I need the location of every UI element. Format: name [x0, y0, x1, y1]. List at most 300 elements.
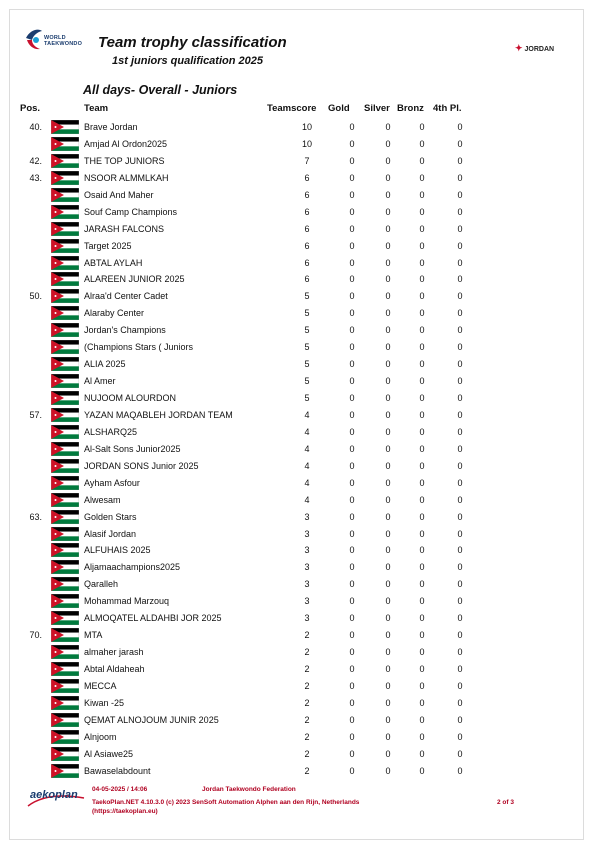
silver-cell: 0: [385, 223, 391, 234]
silver-cell: 0: [385, 122, 391, 132]
taekoplan-swoosh-icon: [26, 782, 86, 810]
gold-cell: 0: [349, 511, 355, 522]
silver-cell: 0: [385, 172, 391, 183]
fourth-place-cell: 0: [457, 257, 463, 268]
team-name-cell: Kiwan -25: [84, 697, 125, 708]
team-name-cell: ABTAL AYLAH: [84, 257, 143, 268]
gold-cell: 0: [349, 155, 355, 166]
jordan-flag-icon: [51, 408, 79, 422]
jordan-flag-icon: [51, 459, 79, 473]
team-score-cell: 5: [304, 325, 310, 336]
jordan-flag-icon: [51, 256, 79, 270]
silver-cell: 0: [385, 596, 391, 607]
jordan-flag-icon: [51, 391, 79, 405]
silver-cell: 0: [385, 274, 391, 285]
gold-cell: 0: [349, 393, 355, 403]
silver-cell: 0: [385, 630, 391, 641]
table-row: [10, 187, 583, 204]
gold-cell: 0: [349, 748, 355, 759]
team-score-cell: 4: [304, 494, 310, 505]
bronze-cell: 0: [419, 494, 425, 505]
bronze-cell: 0: [419, 596, 425, 607]
fourth-place-cell: 0: [457, 731, 463, 742]
team-score-cell: 3: [304, 562, 310, 573]
fourth-place-cell: 0: [457, 647, 463, 658]
team-name-cell: MTA: [84, 630, 103, 641]
table-row: [10, 627, 583, 644]
silver-cell: 0: [385, 240, 391, 251]
table-row: [10, 661, 583, 678]
fourth-place-cell: 0: [457, 460, 463, 471]
team-score-cell: 4: [304, 409, 310, 420]
fourth-place-cell: 0: [457, 409, 463, 420]
silver-cell: 0: [385, 613, 391, 624]
position-cell: 63.: [29, 511, 42, 522]
team-name-cell: Brave Jordan: [84, 122, 138, 132]
team-name-cell: Jordan's Champions: [84, 325, 166, 336]
bronze-cell: 0: [419, 680, 425, 691]
bronze-cell: 0: [419, 579, 425, 590]
table-row: [10, 390, 583, 407]
jordan-flag-icon: [51, 543, 79, 557]
table-row: [10, 238, 583, 255]
fourth-place-cell: 0: [457, 511, 463, 522]
column-header-teamscore: Teamscore: [267, 103, 317, 114]
table-row: [10, 424, 583, 441]
jordan-flag-icon: [51, 306, 79, 320]
results-table: [10, 119, 583, 780]
table-row: [10, 373, 583, 390]
team-name-cell: NUJOOM ALOURDON: [84, 393, 177, 403]
position-cell: 50.: [29, 291, 42, 302]
table-row: [10, 559, 583, 576]
team-score-cell: 6: [304, 240, 310, 251]
table-row: [10, 695, 583, 712]
gold-cell: 0: [349, 579, 355, 590]
table-row: [10, 729, 583, 746]
team-name-cell: Osaid And Maher: [84, 189, 154, 200]
gold-cell: 0: [349, 426, 355, 437]
team-name-cell: Souf Camp Champions: [84, 206, 178, 217]
table-row: [10, 153, 583, 170]
gold-cell: 0: [349, 122, 355, 132]
silver-cell: 0: [385, 477, 391, 488]
gold-cell: 0: [349, 714, 355, 725]
table-row: [10, 339, 583, 356]
fourth-place-cell: 0: [457, 342, 463, 353]
page-number: 2 of 3: [497, 799, 514, 806]
team-name-cell: Mohammad Marzouq: [84, 596, 170, 607]
jordan-flag-icon: [51, 442, 79, 456]
team-score-cell: 3: [304, 528, 310, 539]
jordan-flag-icon: [51, 374, 79, 388]
bronze-cell: 0: [419, 155, 425, 166]
jordan-flag-icon: [51, 696, 79, 710]
taekwondo-emblem-icon: [24, 28, 44, 52]
jordan-flag-icon: [51, 527, 79, 541]
gold-cell: 0: [349, 409, 355, 420]
team-name-cell: YAZAN MAQABLEH JORDAN TEAM: [84, 409, 233, 420]
position-cell: 43.: [29, 172, 42, 183]
table-row: [10, 509, 583, 526]
bronze-cell: 0: [419, 409, 425, 420]
gold-cell: 0: [349, 257, 355, 268]
print-datetime: 04-05-2025 / 14:06: [92, 786, 148, 793]
position-cell: 42.: [29, 155, 42, 166]
table-row: [10, 255, 583, 272]
table-row: [10, 458, 583, 475]
team-score-cell: 5: [304, 376, 310, 387]
fourth-place-cell: 0: [457, 172, 463, 183]
fourth-place-cell: 0: [457, 562, 463, 573]
gold-cell: 0: [349, 613, 355, 624]
jordan-flag-icon: [51, 730, 79, 744]
team-name-cell: Al-Salt Sons Junior2025: [84, 443, 181, 454]
fourth-place-cell: 0: [457, 189, 463, 200]
fourth-place-cell: 0: [457, 613, 463, 624]
team-name-cell: ALAREEN JUNIOR 2025: [84, 274, 185, 285]
table-row: [10, 305, 583, 322]
bronze-cell: 0: [419, 731, 425, 742]
bronze-cell: 0: [419, 274, 425, 285]
team-score-cell: 5: [304, 291, 310, 302]
bronze-cell: 0: [419, 393, 425, 403]
team-name-cell: THE TOP JUNIORS: [84, 155, 165, 166]
jordan-flag-icon: [51, 764, 79, 778]
jordan-flag-icon: [51, 425, 79, 439]
bronze-cell: 0: [419, 697, 425, 708]
table-row: [10, 356, 583, 373]
table-row: [10, 475, 583, 492]
team-name-cell: QEMAT ALNOJOUM JUNIR 2025: [84, 714, 219, 725]
silver-cell: 0: [385, 409, 391, 420]
jordan-flag-icon: [51, 628, 79, 642]
silver-cell: 0: [385, 257, 391, 268]
team-score-cell: 3: [304, 511, 310, 522]
team-name-cell: almaher jarash: [84, 647, 144, 658]
world-taekwondo-logo-text: WORLD TAEKWONDO: [44, 35, 83, 47]
jordan-flag-icon: [51, 357, 79, 371]
team-score-cell: 6: [304, 223, 310, 234]
jordan-flag-icon: [51, 340, 79, 354]
jordan-flag-icon: [51, 510, 79, 524]
bronze-cell: 0: [419, 138, 425, 149]
team-score-cell: 2: [304, 765, 310, 776]
bronze-cell: 0: [419, 477, 425, 488]
gold-cell: 0: [349, 189, 355, 200]
world-taekwondo-logo: [24, 28, 94, 58]
bronze-cell: 0: [419, 206, 425, 217]
jordan-flag-icon: [51, 577, 79, 591]
gold-cell: 0: [349, 172, 355, 183]
fourth-place-cell: 0: [457, 376, 463, 387]
column-header-fourth: 4th Pl.: [433, 103, 462, 114]
silver-cell: 0: [385, 443, 391, 454]
classification-filter-label: All days- Overall - Juniors: [83, 83, 238, 97]
team-score-cell: 10: [301, 122, 312, 132]
table-row: [10, 678, 583, 695]
bronze-cell: 0: [419, 562, 425, 573]
table-row: [10, 526, 583, 543]
position-cell: 57.: [29, 409, 42, 420]
column-header-pos: Pos.: [20, 103, 41, 114]
jordan-flag-icon: [51, 120, 79, 134]
team-name-cell: JARASH FALCONS: [84, 223, 165, 234]
bronze-cell: 0: [419, 545, 425, 556]
fourth-place-cell: 0: [457, 291, 463, 302]
team-score-cell: 6: [304, 257, 310, 268]
gold-cell: 0: [349, 376, 355, 387]
team-score-cell: 10: [301, 138, 312, 149]
fourth-place-cell: 0: [457, 680, 463, 691]
jordan-flag-icon: [51, 645, 79, 659]
team-score-cell: 2: [304, 647, 310, 658]
team-name-cell: Alraa'd Center Cadet: [84, 291, 168, 302]
gold-cell: 0: [349, 664, 355, 674]
column-header-silver: Silver: [364, 103, 390, 114]
silver-cell: 0: [385, 664, 391, 674]
silver-cell: 0: [385, 748, 391, 759]
bronze-cell: 0: [419, 172, 425, 183]
gold-cell: 0: [349, 359, 355, 370]
silver-cell: 0: [385, 579, 391, 590]
silver-cell: 0: [385, 714, 391, 725]
team-score-cell: 3: [304, 545, 310, 556]
team-name-cell: ALFUHAIS 2025: [84, 545, 151, 556]
gold-cell: 0: [349, 647, 355, 658]
team-name-cell: Alwesam: [84, 494, 121, 505]
fourth-place-cell: 0: [457, 122, 463, 132]
silver-cell: 0: [385, 545, 391, 556]
table-row: [10, 644, 583, 661]
table-row: [10, 763, 583, 780]
silver-cell: 0: [385, 426, 391, 437]
team-name-cell: (Champions Stars ( Juniors: [84, 342, 194, 353]
table-row: [10, 170, 583, 187]
team-score-cell: 5: [304, 393, 310, 403]
silver-cell: 0: [385, 494, 391, 505]
bronze-cell: 0: [419, 748, 425, 759]
team-score-cell: 6: [304, 206, 310, 217]
team-score-cell: 4: [304, 443, 310, 454]
bronze-cell: 0: [419, 630, 425, 641]
team-score-cell: 2: [304, 630, 310, 641]
team-name-cell: Alnjoom: [84, 731, 117, 742]
fourth-place-cell: 0: [457, 138, 463, 149]
software-url: (https://taekoplan.eu): [92, 808, 158, 815]
bronze-cell: 0: [419, 325, 425, 336]
results-page: [9, 9, 584, 840]
fourth-place-cell: 0: [457, 206, 463, 217]
position-cell: 40.: [29, 122, 42, 132]
gold-cell: 0: [349, 443, 355, 454]
team-score-cell: 4: [304, 477, 310, 488]
federation-logo-text: JORDAN: [524, 46, 555, 53]
team-name-cell: Aljamaachampions2025: [84, 562, 181, 573]
fourth-place-cell: 0: [457, 714, 463, 725]
team-score-cell: 5: [304, 308, 310, 319]
bronze-cell: 0: [419, 613, 425, 624]
team-score-cell: 2: [304, 714, 310, 725]
team-score-cell: 4: [304, 460, 310, 471]
jordan-flag-icon: [51, 188, 79, 202]
column-header-bronze: Bronz: [397, 103, 424, 114]
gold-cell: 0: [349, 545, 355, 556]
bronze-cell: 0: [419, 257, 425, 268]
jordan-flag-icon: [51, 476, 79, 490]
gold-cell: 0: [349, 206, 355, 217]
jordan-flag-icon: [51, 662, 79, 676]
table-row: [10, 593, 583, 610]
fourth-place-cell: 0: [457, 443, 463, 454]
fourth-place-cell: 0: [457, 393, 463, 403]
fourth-place-cell: 0: [457, 308, 463, 319]
silver-cell: 0: [385, 765, 391, 776]
bronze-cell: 0: [419, 359, 425, 370]
silver-cell: 0: [385, 511, 391, 522]
fourth-place-cell: 0: [457, 664, 463, 674]
silver-cell: 0: [385, 155, 391, 166]
gold-cell: 0: [349, 562, 355, 573]
bronze-cell: 0: [419, 460, 425, 471]
gold-cell: 0: [349, 240, 355, 251]
team-name-cell: Amjad Al Ordon2025: [84, 138, 168, 149]
silver-cell: 0: [385, 528, 391, 539]
team-name-cell: Al Amer: [84, 376, 116, 387]
fourth-place-cell: 0: [457, 748, 463, 759]
bronze-cell: 0: [419, 240, 425, 251]
bronze-cell: 0: [419, 647, 425, 658]
jordan-flag-icon: [51, 611, 79, 625]
table-row: [10, 204, 583, 221]
page-title: Team trophy classification: [98, 34, 287, 51]
team-score-cell: 2: [304, 697, 310, 708]
jordan-flag-icon: [51, 493, 79, 507]
bronze-cell: 0: [419, 443, 425, 454]
bronze-cell: 0: [419, 291, 425, 302]
team-name-cell: ALIA 2025: [84, 359, 126, 370]
team-name-cell: ALSHARQ25: [84, 426, 138, 437]
team-name-cell: Alasif Jordan: [84, 528, 137, 539]
team-score-cell: 2: [304, 748, 310, 759]
bronze-cell: 0: [419, 426, 425, 437]
silver-cell: 0: [385, 291, 391, 302]
gold-cell: 0: [349, 138, 355, 149]
jordan-flag-icon: [51, 323, 79, 337]
team-score-cell: 7: [304, 155, 310, 166]
silver-cell: 0: [385, 138, 391, 149]
jordan-flag-icon: [51, 171, 79, 185]
federation-mark-icon: ✦: [515, 43, 523, 53]
team-name-cell: Ayham Asfour: [84, 477, 140, 488]
table-row: [10, 288, 583, 305]
gold-cell: 0: [349, 765, 355, 776]
team-name-cell: Target 2025: [84, 240, 132, 251]
table-row: [10, 610, 583, 627]
gold-cell: 0: [349, 477, 355, 488]
fourth-place-cell: 0: [457, 579, 463, 590]
bronze-cell: 0: [419, 714, 425, 725]
team-name-cell: ALMOQATEL ALDAHBI JOR 2025: [84, 613, 222, 624]
fourth-place-cell: 0: [457, 155, 463, 166]
silver-cell: 0: [385, 647, 391, 658]
team-score-cell: 6: [304, 274, 310, 285]
table-row: [10, 441, 583, 458]
fourth-place-cell: 0: [457, 359, 463, 370]
team-score-cell: 3: [304, 579, 310, 590]
table-row: [10, 746, 583, 763]
table-row: [10, 542, 583, 559]
fourth-place-cell: 0: [457, 477, 463, 488]
team-name-cell: Bawaselabdount: [84, 765, 151, 776]
gold-cell: 0: [349, 223, 355, 234]
silver-cell: 0: [385, 325, 391, 336]
taekoplan-logo-text: aekoplan: [30, 789, 78, 801]
team-name-cell: MECCA: [84, 680, 117, 691]
gold-cell: 0: [349, 680, 355, 691]
silver-cell: 0: [385, 359, 391, 370]
software-credit: TaekoPlan.NET 4.10.3.0 (c) 2023 SenSoft Automation Alphen aan den Rijn, Netherlands: [92, 799, 360, 806]
table-row: [10, 576, 583, 593]
column-header-team: Team: [84, 103, 109, 114]
team-score-cell: 2: [304, 731, 310, 742]
team-name-cell: Alaraby Center: [84, 308, 145, 319]
jordan-flag-icon: [51, 560, 79, 574]
table-row: [10, 119, 583, 136]
fourth-place-cell: 0: [457, 274, 463, 285]
silver-cell: 0: [385, 342, 391, 353]
bronze-cell: 0: [419, 342, 425, 353]
jordan-flag-icon: [51, 205, 79, 219]
gold-cell: 0: [349, 494, 355, 505]
gold-cell: 0: [349, 460, 355, 471]
fourth-place-cell: 0: [457, 494, 463, 505]
jordan-flag-icon: [51, 154, 79, 168]
taekoplan-logo: [26, 782, 86, 810]
fourth-place-cell: 0: [457, 545, 463, 556]
gold-cell: 0: [349, 274, 355, 285]
team-score-cell: 4: [304, 426, 310, 437]
table-row: [10, 322, 583, 339]
table-row: [10, 221, 583, 238]
team-name-cell: Golden Stars: [84, 511, 137, 522]
gold-cell: 0: [349, 342, 355, 353]
bronze-cell: 0: [419, 122, 425, 132]
fourth-place-cell: 0: [457, 596, 463, 607]
gold-cell: 0: [349, 596, 355, 607]
gold-cell: 0: [349, 630, 355, 641]
silver-cell: 0: [385, 376, 391, 387]
bronze-cell: 0: [419, 765, 425, 776]
jordan-flag-icon: [51, 713, 79, 727]
bronze-cell: 0: [419, 528, 425, 539]
silver-cell: 0: [385, 189, 391, 200]
team-name-cell: JORDAN SONS Junior 2025: [84, 460, 199, 471]
page-subtitle: 1st juniors qualification 2025: [112, 55, 263, 67]
team-score-cell: 5: [304, 359, 310, 370]
jordan-flag-icon: [51, 272, 79, 286]
team-score-cell: 2: [304, 680, 310, 691]
jordan-flag-icon: [51, 594, 79, 608]
team-score-cell: 6: [304, 189, 310, 200]
silver-cell: 0: [385, 206, 391, 217]
position-cell: 70.: [29, 630, 42, 641]
fourth-place-cell: 0: [457, 697, 463, 708]
bronze-cell: 0: [419, 376, 425, 387]
column-header-gold: Gold: [328, 103, 350, 114]
silver-cell: 0: [385, 731, 391, 742]
jordan-flag-icon: [51, 289, 79, 303]
